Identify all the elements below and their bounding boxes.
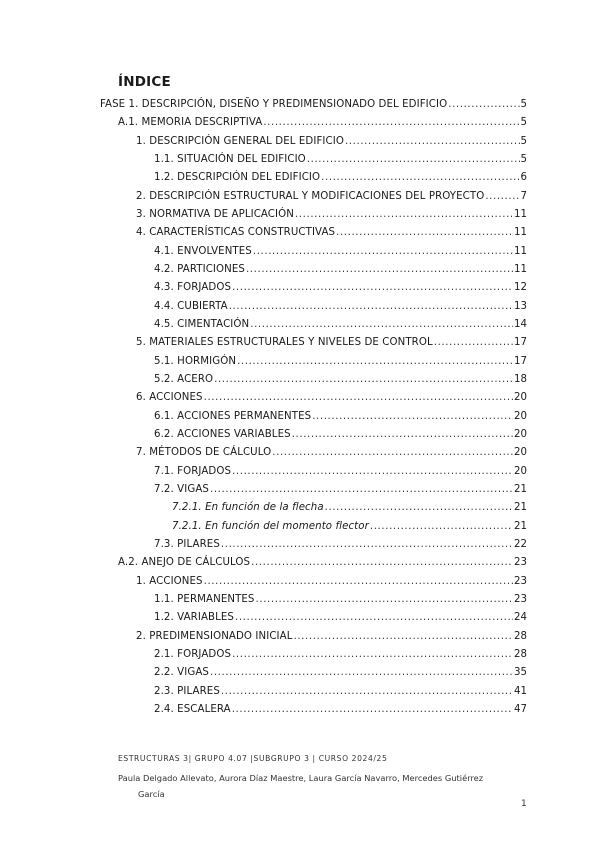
- toc-entry-4-5[interactable]: 4.5. CIMENTACIÓN ..... 14: [154, 316, 527, 334]
- toc-entry-1[interactable]: 1. DESCRIPCIÓN GENERAL DEL EDIFICIO ..... 5: [136, 133, 527, 151]
- toc-entry-a2-2-3[interactable]: 2.3. PILARES ..... 41: [154, 683, 527, 701]
- page-number: 1: [521, 799, 527, 809]
- toc-entry-4-1[interactable]: 4.1. ENVOLVENTES ..... 11: [154, 243, 527, 261]
- toc-entry-6-2[interactable]: 6.2. ACCIONES VARIABLES ..... 20: [154, 426, 527, 444]
- toc-entry-fase-1[interactable]: FASE 1. DESCRIPCIÓN, DISEÑO Y PREDIMENSIONADO DEL EDIFICIO ..... 5: [100, 96, 527, 114]
- toc-entry-a2[interactable]: A.2. ANEJO DE CÁLCULOS ..... 23: [118, 554, 527, 572]
- toc-entry-3[interactable]: 3. NORMATIVA DE APLICACIÓN ..... 11: [136, 206, 527, 224]
- footer-course: ESTRUCTURAS 3| GRUPO 4.07 |SUBGRUPO 3 | CURSO 2024/25: [118, 754, 388, 763]
- authors-line-1: Paula Delgado Allevato, Aurora Díaz Maestre, Laura García Navarro, Mercedes Gutiérrez: [118, 773, 484, 783]
- footer-authors: [118, 770, 518, 802]
- toc-entry-1-2[interactable]: 1.2. DESCRIPCIÓN DEL EDIFICIO ..... 6: [154, 169, 527, 187]
- index-title: ÍNDICE: [118, 74, 171, 90]
- toc-entry-7-3[interactable]: 7.3. PILARES ..... 22: [154, 536, 527, 554]
- toc-entry-a2-1-2[interactable]: 1.2. VARIABLES ..... 24: [154, 609, 527, 627]
- toc-entry-6[interactable]: 6. ACCIONES ..... 20: [136, 389, 527, 407]
- toc-entry-7-2-1-flecha[interactable]: 7.2.1. En función de la flecha ..... 21: [172, 499, 527, 517]
- toc-entry-a2-1[interactable]: 1. ACCIONES ..... 23: [136, 573, 527, 591]
- toc-entry-a2-2-1[interactable]: 2.1. FORJADOS ..... 28: [154, 646, 527, 664]
- toc-entry-a2-2-4[interactable]: 2.4. ESCALERA ..... 47: [154, 701, 527, 719]
- toc-entry-a2-2[interactable]: 2. PREDIMENSIONADO INICIAL ..... 28: [136, 628, 527, 646]
- toc-entry-a1[interactable]: A.1. MEMORIA DESCRIPTIVA ..... 5: [118, 114, 527, 132]
- toc-entry-5-1[interactable]: 5.1. HORMIGÓN ..... 17: [154, 353, 527, 371]
- toc-entry-2[interactable]: 2. DESCRIPCIÓN ESTRUCTURAL Y MODIFICACIONES DEL PROYECTO ..... 7: [136, 188, 527, 206]
- toc-entry-1-1[interactable]: 1.1. SITUACIÓN DEL EDIFICIO ..... 5: [154, 151, 527, 169]
- toc-entry-4-2[interactable]: 4.2. PARTICIONES ..... 11: [154, 261, 527, 279]
- toc-entry-a2-1-1[interactable]: 1.1. PERMANENTES ..... 23: [154, 591, 527, 609]
- toc-entry-5-2[interactable]: 5.2. ACERO ..... 18: [154, 371, 527, 389]
- authors-line-2: García: [138, 789, 165, 799]
- toc-entry-5[interactable]: 5. MATERIALES ESTRUCTURALES Y NIVELES DE CONTROL ..... 17: [136, 334, 527, 352]
- toc-entry-4-4[interactable]: 4.4. CUBIERTA ..... 13: [154, 298, 527, 316]
- toc-entry-7-1[interactable]: 7.1. FORJADOS ..... 20: [154, 463, 527, 481]
- toc-entry-4[interactable]: 4. CARACTERÍSTICAS CONSTRUCTIVAS ..... 11: [136, 224, 527, 242]
- toc-entry-6-1[interactable]: 6.1. ACCIONES PERMANENTES ..... 20: [154, 408, 527, 426]
- toc-entry-a2-2-2[interactable]: 2.2. VIGAS ..... 35: [154, 664, 527, 682]
- toc-entry-7[interactable]: 7. MÉTODOS DE CÁLCULO ..... 20: [136, 444, 527, 462]
- toc-entry-4-3[interactable]: 4.3. FORJADOS ..... 12: [154, 279, 527, 297]
- toc-entry-7-2-1-momento[interactable]: 7.2.1. En función del momento flector ..... 21: [172, 518, 527, 536]
- toc-entry-7-2[interactable]: 7.2. VIGAS ..... 21: [154, 481, 527, 499]
